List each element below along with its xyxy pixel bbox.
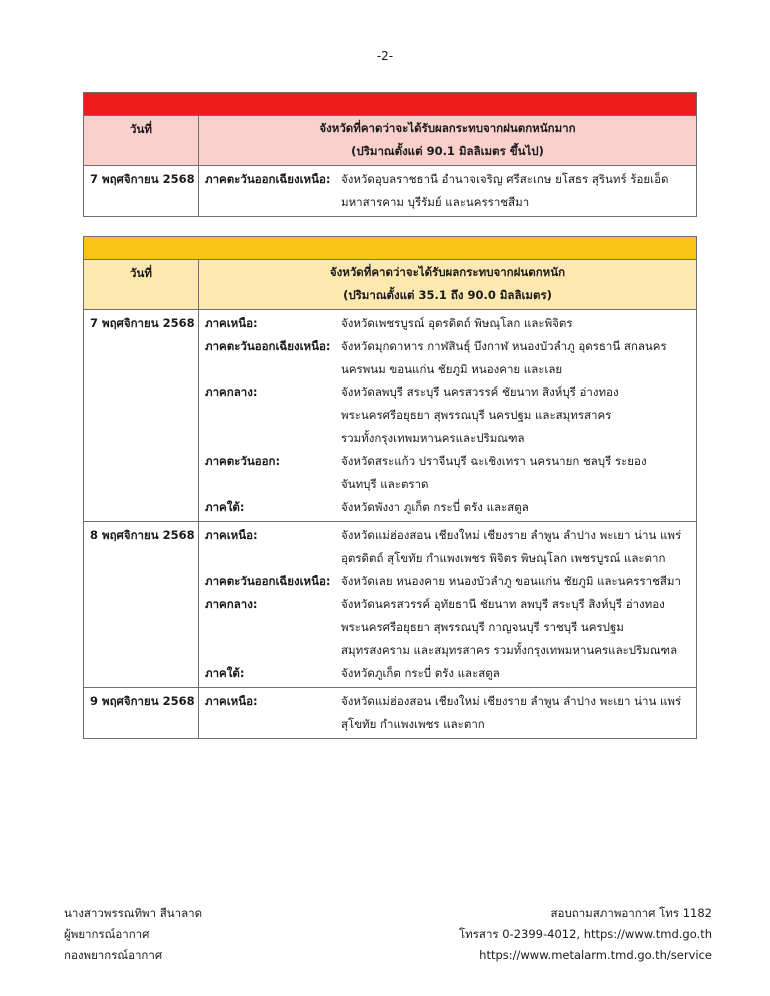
province-line: จังหวัดเพชรบูรณ์ อุตรดิตถ์ พิษณุโลก และพิจิตร: [341, 316, 573, 330]
region-entry: [199, 524, 696, 570]
region-entry: [199, 593, 696, 662]
provinces-column-header: [199, 260, 696, 309]
province-list: [339, 593, 696, 662]
provinces-column-header: [199, 116, 696, 165]
heavy-rain-table: [83, 92, 697, 217]
province-line: รวมทั้งกรุงเทพมหานครและปริมณฑล: [341, 431, 525, 445]
header-rainfall-range: (ปริมาณตั้งแต่ 90.1 มิลลิเมตร ขึ้นไป): [351, 144, 544, 158]
province-line: จังหวัดอุบลราชธานี อำนาจเจริญ ศรีสะเกษ ยโสธร สุรินทร์ ร้อยเอ็ด: [341, 172, 669, 186]
region-name: ภาคตะวันออกเฉียงเหนือ:: [205, 172, 331, 186]
region-entry: [199, 690, 696, 736]
region-entry: [199, 450, 696, 496]
region-entry: [199, 312, 696, 335]
province-line: สมุทรสงคราม และสมุทรสาคร รวมทั้งกรุงเทพมหานครและปริมณฑล: [341, 643, 678, 657]
forecaster-role: ผู้พยากรณ์อากาศ: [64, 927, 150, 941]
severity-color-bar: [84, 93, 696, 116]
header-title: จังหวัดที่คาดว่าจะได้รับผลกระทบจากฝนตกหนักมาก: [319, 121, 576, 135]
severity-color-bar: [84, 237, 696, 260]
table-row: [84, 166, 696, 216]
province-line: มหาสารคาม บุรีรัมย์ และนครราชสีมา: [341, 195, 530, 209]
table-row: [84, 688, 696, 738]
region-name: ภาคตะวันออก:: [205, 454, 281, 468]
province-line: นครพนม ขอนแก่น ชัยภูมิ หนองคาย และเลย: [341, 362, 563, 376]
province-line: จังหวัดสระแก้ว ปราจีนบุรี ฉะเชิงเทรา นครนายก ชลบุรี ระยอง: [341, 454, 647, 468]
province-list: [339, 524, 696, 570]
table-row: [84, 310, 696, 522]
province-list: [339, 312, 696, 335]
forecaster-signature: [64, 903, 202, 966]
province-line: จังหวัดแม่ฮ่องสอน เชียงใหม่ เชียงราย ลำพูน ลำปาง พะเยา น่าน แพร่: [341, 694, 682, 708]
forecaster-division: กองพยากรณ์อากาศ: [64, 948, 163, 962]
contact-service-link[interactable]: https://www.metalarm.tmd.go.th/service: [479, 948, 712, 962]
province-line: พระนครศรีอยุธยา สุพรรณบุรี กาญจนบุรี ราชบุรี นครปฐม: [341, 620, 624, 634]
row-date: 7 พฤศจิกายน 2568: [84, 166, 199, 216]
province-line: พระนครศรีอยุธยา สุพรรณบุรี นครปฐม และสมุทรสาคร: [341, 408, 612, 422]
region-entry: [199, 570, 696, 593]
row-date: 7 พฤศจิกายน 2568: [84, 310, 199, 521]
region-name: ภาคกลาง:: [205, 385, 258, 399]
moderate-rain-table: [83, 236, 697, 739]
row-regions: [199, 522, 696, 687]
province-line: จังหวัดภูเก็ต กระบี่ ตรัง และสตูล: [341, 666, 500, 680]
date-column-header: วันที่: [84, 260, 199, 309]
row-regions: [199, 688, 696, 738]
region-name: ภาคเหนือ:: [205, 316, 258, 330]
province-list: [339, 496, 696, 519]
region-name: ภาคตะวันออกเฉียงเหนือ:: [205, 339, 331, 353]
header-title: จังหวัดที่คาดว่าจะได้รับผลกระทบจากฝนตกหนัก: [329, 265, 566, 279]
row-date: 8 พฤศจิกายน 2568: [84, 522, 199, 687]
province-line: จังหวัดเลย หนองคาย หนองบัวลำภู ขอนแก่น ชัยภูมิ และนครราชสีมา: [341, 574, 681, 588]
date-column-header: วันที่: [84, 116, 199, 165]
region-entry: [199, 496, 696, 519]
contact-hotline: สอบถามสภาพอากาศ โทร 1182: [550, 906, 712, 920]
forecaster-name: นางสาวพรรณทิพา สีนาลาด: [64, 906, 203, 920]
province-list: [339, 381, 696, 450]
contact-info: [459, 903, 712, 966]
region-entry: [199, 168, 696, 214]
region-name: ภาคตะวันออกเฉียงเหนือ:: [205, 574, 331, 588]
province-line: จังหวัดลพบุรี สระบุรี นครสวรรค์ ชัยนาท สิงห์บุรี อ่างทอง: [341, 385, 619, 399]
region-entry: [199, 381, 696, 450]
header-rainfall-range: (ปริมาณตั้งแต่ 35.1 ถึง 90.0 มิลลิเมตร): [343, 288, 552, 302]
province-line: จังหวัดมุกดาหาร กาฬสินธุ์ บึงกาฬ หนองบัวลำภู อุดรธานี สกลนคร: [341, 339, 667, 353]
contact-fax-website: โทรสาร 0-2399-4012, https://www.tmd.go.th: [459, 927, 712, 941]
province-list: [339, 690, 696, 736]
province-line: สุโขทัย กำแพงเพชร และตาก: [341, 717, 485, 731]
province-line: จังหวัดพังงา ภูเก็ต กระบี่ ตรัง และสตูล: [341, 500, 529, 514]
row-regions: [199, 310, 696, 521]
region-entry: [199, 662, 696, 685]
province-line: อุตรดิตถ์ สุโขทัย กำแพงเพชร พิจิตร พิษณุโลก เพชรบูรณ์ และตาก: [341, 551, 666, 565]
table-header: [84, 116, 696, 166]
province-list: [339, 570, 696, 593]
region-name: ภาคเหนือ:: [205, 694, 258, 708]
region-name: ภาคใต้:: [205, 666, 245, 680]
province-list: [339, 450, 696, 496]
province-line: จังหวัดแม่ฮ่องสอน เชียงใหม่ เชียงราย ลำพูน ลำปาง พะเยา น่าน แพร่: [341, 528, 682, 542]
province-list: [339, 168, 696, 214]
row-date: 9 พฤศจิกายน 2568: [84, 688, 199, 738]
province-list: [339, 662, 696, 685]
page-number: -2-: [376, 49, 394, 63]
region-name: ภาคกลาง:: [205, 597, 258, 611]
region-entry: [199, 335, 696, 381]
province-line: จังหวัดนครสวรรค์ อุทัยธานี ชัยนาท ลพบุรี สระบุรี สิงห์บุรี อ่างทอง: [341, 597, 665, 611]
province-list: [339, 335, 696, 381]
region-name: ภาคเหนือ:: [205, 528, 258, 542]
province-line: จันทบุรี และตราด: [341, 477, 429, 491]
table-header: [84, 260, 696, 310]
region-name: ภาคใต้:: [205, 500, 245, 514]
row-regions: [199, 166, 696, 216]
table-row: [84, 522, 696, 688]
